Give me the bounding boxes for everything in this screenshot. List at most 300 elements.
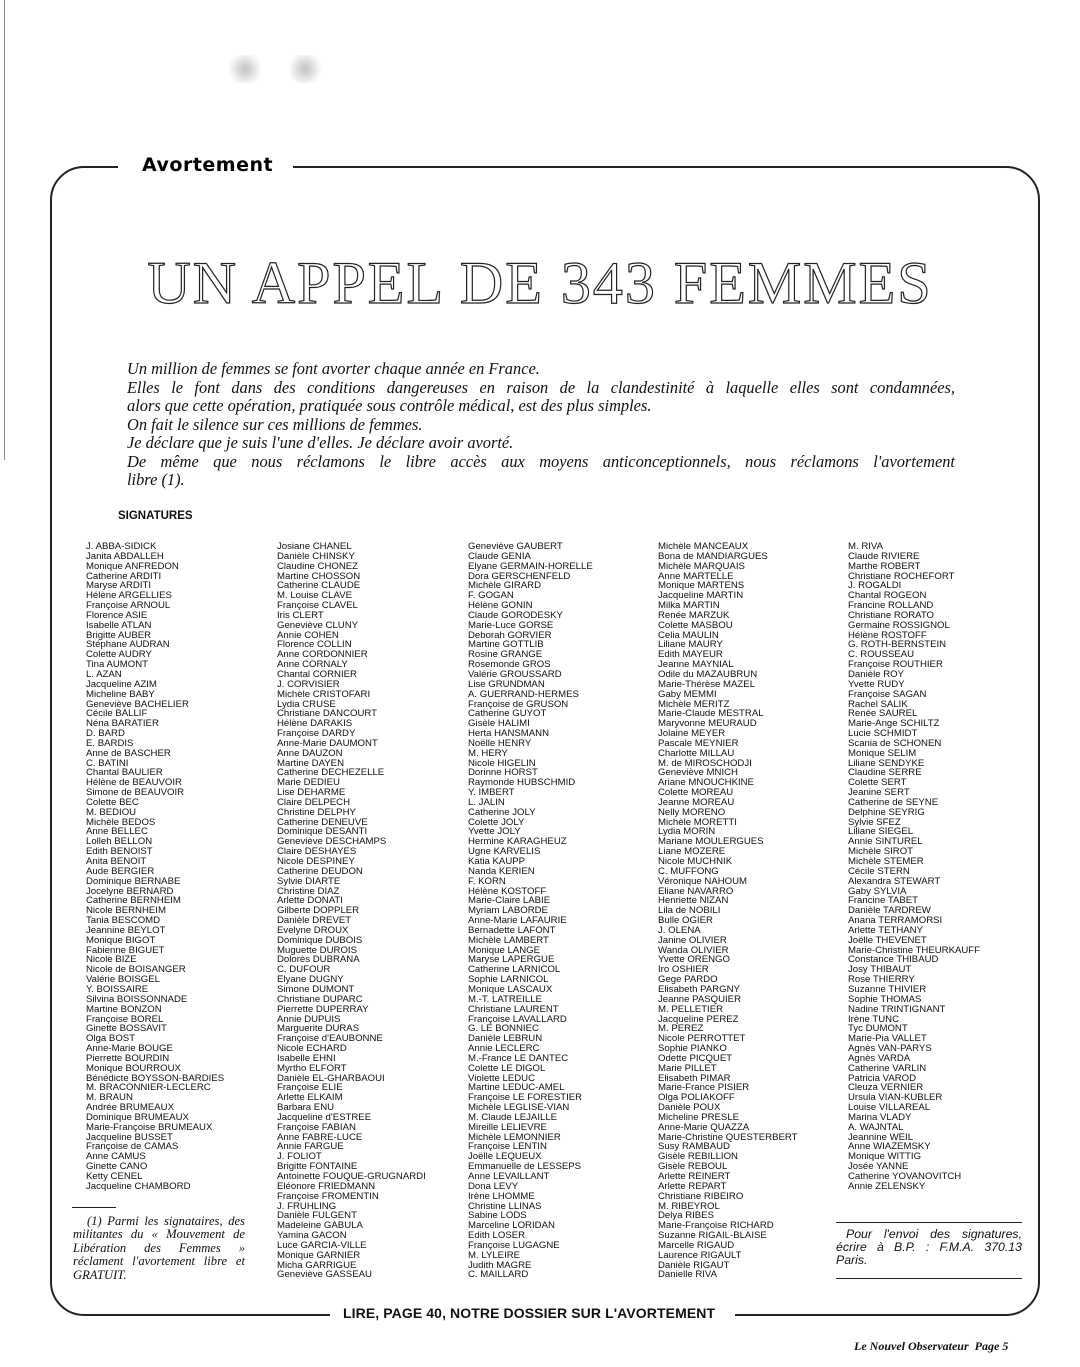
signature-name: M. LYLEIRE xyxy=(468,1250,521,1261)
scan-smudge xyxy=(285,55,325,83)
manifesto-line: De même que nous réclamons le libre accès aux moyens anticonceptionnels, nous réclamons l'avortement xyxy=(127,451,955,471)
signature-name: Monique LASCAUX xyxy=(468,984,553,995)
signature-name: Judith MAGRE xyxy=(468,1260,532,1271)
signature-column xyxy=(86,542,274,1192)
signature-name: A. WAJNTAL xyxy=(848,1122,904,1133)
signature-name: J. ROGALDI xyxy=(848,581,902,592)
manifesto-text xyxy=(127,360,955,490)
signature-column xyxy=(658,542,846,1280)
manifesto-line: alors que cette opération, pratiquée sous contrôle médical, est des plus simples. xyxy=(127,396,652,415)
signature-name: Hélène de BEAUVOIR xyxy=(86,778,182,789)
signature-name: Myrtho ELFORT xyxy=(277,1063,347,1074)
signature-name: Katia KAUPP xyxy=(468,857,526,867)
signature-name: M. PELLETIER xyxy=(658,1004,724,1015)
signature-name: Arlette REPART xyxy=(658,1181,727,1192)
page-title: UN APPEL DE 343 FEMMES xyxy=(147,250,933,316)
signature-name: Colette MOREAU xyxy=(658,788,734,798)
signature-name: Brigitte FONTAINE xyxy=(277,1162,358,1172)
signature-name: Hélène GONIN xyxy=(468,601,533,611)
signature-name: Françoise LUGAGNE xyxy=(468,1240,560,1251)
signature-name: Bona de MANDIARGUES xyxy=(658,551,768,562)
signature-name: Claude RIVIERE xyxy=(848,551,920,562)
signature-name: Néna BARATIER xyxy=(86,719,159,730)
signature-name: Ketty CENEL xyxy=(86,1172,143,1182)
signature-name: Francine TABET xyxy=(848,896,919,907)
signature-name: Tina AUMONT xyxy=(86,660,149,670)
signature-name: Françoise LENTIN xyxy=(468,1142,547,1153)
signature-name: Françoise ELIE xyxy=(277,1083,343,1094)
signature-name: F. GOGAN xyxy=(468,591,514,602)
signature-name: Gisèle REBOUL xyxy=(658,1162,728,1172)
signature-name: Françoise de GRUSON xyxy=(468,699,569,710)
signature-name: Patricia VAROD xyxy=(848,1073,917,1084)
signature-name: Dominique BRUMEAUX xyxy=(86,1112,189,1123)
signature-name: Monique WITTIG xyxy=(848,1152,922,1163)
signature-name: Antoinette FOUQUE-GRUGNARDI xyxy=(277,1172,426,1182)
signature-name: Anne CORNALY xyxy=(277,660,348,670)
signature-name: Rose THIERRY xyxy=(848,975,915,985)
signature-name: Françoise LE FORESTIER xyxy=(468,1093,583,1104)
signature-name: Catherine JOLY xyxy=(468,807,536,818)
signature-name: Liliane SIEGEL xyxy=(848,827,914,838)
signature-name: Isabelle ATLAN xyxy=(86,620,152,631)
signature-name: Monique BOURROUX xyxy=(86,1063,181,1074)
signature-name: Françoise ARNOUL xyxy=(86,601,171,611)
signature-name: J. FRUHLING xyxy=(277,1201,337,1212)
signature-name: Sophie PIANKO xyxy=(658,1044,727,1054)
signature-name: Nicole PERROTTET xyxy=(658,1034,746,1045)
signature-name: Stéphane AUDRAN xyxy=(86,640,170,651)
signature-name: Annie COHEN xyxy=(277,630,339,641)
signature-name: Jacqueline d'ESTREE xyxy=(277,1112,372,1123)
signature-name: Françoise BOREL xyxy=(86,1014,164,1025)
signature-name: Tyc DUMONT xyxy=(848,1024,908,1035)
signature-name: Annie DUPUIS xyxy=(277,1014,341,1025)
signature-name: Geneviève GASSEAU xyxy=(277,1270,372,1281)
signature-name: Aude BERGIER xyxy=(86,866,155,877)
signature-name: Françoise DARDY xyxy=(277,729,356,739)
signature-name: Anita BENOIT xyxy=(86,857,147,867)
dossier-banner: LIRE, PAGE 40, NOTRE DOSSIER SUR L'AVORTEMENT xyxy=(343,1305,716,1321)
signature-name: Catherine LARNICOL xyxy=(468,965,561,976)
signature-name: Lise DEHARME xyxy=(277,788,346,798)
signature-name: Michèle MORETTI xyxy=(658,817,737,828)
signature-name: Josée YANNE xyxy=(848,1162,909,1172)
signature-name: Lydia CRUSE xyxy=(277,699,336,710)
signature-name: Michèle MANCEAUX xyxy=(658,542,749,552)
signature-name: Janita ABDALLEH xyxy=(86,551,164,562)
signature-name: Ursula VIAN-KUBLER xyxy=(848,1093,943,1104)
signature-name: J. FOLIOT xyxy=(277,1152,322,1163)
signature-name: Catherine BERNHEIM xyxy=(86,896,181,907)
signature-name: Christiane DANCOURT xyxy=(277,709,378,720)
signature-name: Danièle RIGAUT xyxy=(658,1260,730,1271)
signature-name: Annie FARGUE xyxy=(277,1142,344,1153)
signature-name: Muguette DUROIS xyxy=(277,945,357,956)
signature-name: Christiane DUPARC xyxy=(277,994,363,1005)
signature-name: Anne BELLEC xyxy=(86,827,148,838)
signature-name: Celia MAULIN xyxy=(658,630,719,641)
signature-name: Danièle LEBRUN xyxy=(468,1034,543,1045)
section-label: Avortement xyxy=(142,154,274,176)
signature-name: Agnès VARDA xyxy=(848,1053,911,1064)
signature-name: Jacqueline MARTIN xyxy=(658,591,744,602)
signature-name: Sabine LODS xyxy=(468,1211,527,1222)
signature-name: Dominique DESANTI xyxy=(277,827,368,838)
signature-name: Anne DAUZON xyxy=(277,748,343,759)
signature-name: Susy RAMBAUD xyxy=(658,1142,730,1153)
signature-name: Jacqueline PEREZ xyxy=(658,1014,739,1025)
footnote xyxy=(73,1215,245,1282)
signature-name: Raymonde HUBSCHMID xyxy=(468,778,576,789)
signature-name: Geneviève MNICH xyxy=(658,768,738,779)
signature-name: Catherine GUYOT xyxy=(468,709,547,720)
signature-name: Anne WIAZEMSKY xyxy=(848,1142,931,1153)
signature-name: Louise VILLAREAL xyxy=(848,1103,931,1113)
signature-name: Bernadette LAFONT xyxy=(468,925,556,936)
signature-name: Claudine CHONEZ xyxy=(277,561,359,572)
signature-name: Marie-Claude MESTRAL xyxy=(658,709,764,720)
signature-name: Elyane GERMAIN-HORELLE xyxy=(468,561,593,572)
signature-name: Florence ASIE xyxy=(86,610,148,621)
signature-name: Hélène DARAKIS xyxy=(277,719,353,730)
signature-name: Danièle DREVET xyxy=(277,916,352,926)
signature-name: Martine GOTTLIB xyxy=(468,640,544,651)
signature-name: Suzanne RIGAIL-BLAISE xyxy=(658,1231,767,1241)
signature-name: Pascale MEYNIER xyxy=(658,738,739,749)
signature-name: Cécile STERN xyxy=(848,866,910,877)
signature-name: Elisabeth PIMAR xyxy=(658,1073,731,1084)
signature-name: Jeanne MAYNIAL xyxy=(658,660,734,670)
signature-name: G. ROTH-BERNSTEIN xyxy=(848,640,947,651)
signature-name: Olga BOST xyxy=(86,1034,136,1045)
signature-name: Elyane DUGNY xyxy=(277,975,344,985)
signature-name: Alexandra STEWART xyxy=(848,876,941,887)
signature-name: Herta HANSMANN xyxy=(468,729,550,739)
signature-name: Colette BEC xyxy=(86,797,139,808)
signature-name: Jocelyne BERNARD xyxy=(86,886,174,897)
signature-name: Michèle LEMONNIER xyxy=(468,1132,561,1143)
signature-name: M.-T. LATREILLE xyxy=(468,994,542,1005)
signature-name: Liliane SENDYKE xyxy=(848,758,925,769)
signature-name: Catherine DECHEZELLE xyxy=(277,768,385,779)
scan-smudge xyxy=(225,55,265,83)
signature-name: Danièle TARDREW xyxy=(848,906,931,917)
signature-name: Yamina GACON xyxy=(277,1231,347,1241)
signature-column xyxy=(468,542,656,1280)
signature-name: Yvette RUDY xyxy=(848,679,905,690)
signature-name: Michèle BEDOS xyxy=(86,817,156,828)
signature-name: Anana TERRAMORSI xyxy=(848,916,943,926)
signature-name: Catherine de SEYNE xyxy=(848,797,939,808)
signature-name: Hermine KARAGHEUZ xyxy=(468,837,567,848)
signature-name: M. BEDIOU xyxy=(86,807,137,818)
signature-name: Lise GRUNDMAN xyxy=(468,679,545,690)
signature-name: Jacqueline BUSSET xyxy=(86,1132,173,1143)
signature-name: Edith BENOIST xyxy=(86,847,153,857)
signature-name: Iris CLERT xyxy=(277,610,324,621)
signature-name: Bénédicte BOYSSON-BARDIES xyxy=(86,1073,225,1084)
signature-name: Arlette ELKAIM xyxy=(277,1093,343,1104)
signature-name: Catherine DEUDON xyxy=(277,866,363,877)
signature-name: M. PEREZ xyxy=(658,1024,704,1035)
signature-name: Michèle MERITZ xyxy=(658,699,730,710)
signature-name: Nicole ECHARD xyxy=(277,1044,347,1054)
signature-name: Colette JOLY xyxy=(468,817,525,828)
signature-name: Dolorès DUBRANA xyxy=(277,955,360,966)
signature-name: Simone DUMONT xyxy=(277,984,355,995)
signature-name: Gege PARDO xyxy=(658,975,718,985)
signature-name: Christiane ROCHEFORT xyxy=(848,571,955,582)
signature-name: Florence COLLIN xyxy=(277,640,352,651)
signature-name: Anne-Marie BOUGE xyxy=(86,1044,173,1054)
signature-name: Henriette NIZAN xyxy=(658,896,729,907)
signature-name: Suzanne THIVIER xyxy=(848,984,927,995)
signature-name: F. KORN xyxy=(468,876,506,887)
signature-name: Tania BESCOMD xyxy=(86,916,161,926)
signature-name: Gaby SYLVIA xyxy=(848,886,907,897)
signature-name: Françoise CLAVEL xyxy=(277,601,358,611)
signature-name: Liane MOZERE xyxy=(658,847,726,857)
signature-name: Marie PILLET xyxy=(658,1063,717,1074)
signature-name: C. ROUSSEAU xyxy=(848,650,915,661)
signature-name: Catherine VARLIN xyxy=(848,1063,927,1074)
signature-name: Catherine DENEUVE xyxy=(277,817,368,828)
signature-name: J. OLENA xyxy=(658,925,701,936)
signature-name: E. BARDIS xyxy=(86,738,134,749)
signature-name: Anne CORDONNIER xyxy=(277,650,368,661)
signature-name: Iro OSHIER xyxy=(658,965,709,976)
signature-name: Françoise SAGAN xyxy=(848,689,927,700)
signature-name: Josiane CHANEL xyxy=(277,542,352,552)
signature-name: Christine DIAZ xyxy=(277,886,340,897)
signature-name: Ginette BOSSAVIT xyxy=(86,1024,167,1035)
signature-name: Michèle CRISTOFARI xyxy=(277,689,371,700)
signature-name: Laurence RIGAULT xyxy=(658,1250,742,1261)
manifesto-line: Un million de femmes se font avorter chaque année en France. xyxy=(127,359,540,378)
signature-name: M. RIBEYROL xyxy=(658,1201,720,1212)
signature-name: M.-France LE DANTEC xyxy=(468,1053,569,1064)
signature-name: Charlotte MILLAU xyxy=(658,748,735,759)
signature-name: Valérie GROUSSARD xyxy=(468,669,562,680)
signature-name: Andrée BRUMEAUX xyxy=(86,1103,174,1113)
signature-name: Madeleine GABULA xyxy=(277,1221,363,1232)
signature-name: Barbara ENU xyxy=(277,1103,335,1113)
signature-name: Monique LANGE xyxy=(468,945,540,956)
signature-name: Scania de SCHONEN xyxy=(848,738,942,749)
signature-name: Josy THIBAUT xyxy=(848,965,912,976)
signature-name: Danièle FULGENT xyxy=(277,1211,357,1222)
signature-name: Anne LEVAILLANT xyxy=(468,1172,550,1182)
signature-name: Anne MARTELLE xyxy=(658,571,734,582)
signature-name: Dona LEVY xyxy=(468,1181,519,1192)
signature-name: Nadine TRINTIGNANT xyxy=(848,1004,946,1015)
signature-name: M. de MIROSCHODJI xyxy=(658,758,752,769)
signature-name: Danielle RIVA xyxy=(658,1270,718,1281)
signature-name: Lila de NOBILI xyxy=(658,906,721,917)
signature-name: Gisèle REBILLION xyxy=(658,1152,738,1163)
signature-name: Delya RIBES xyxy=(658,1211,714,1222)
signature-name: Dorinne HORST xyxy=(468,768,538,779)
signature-name: Nicole BIZE xyxy=(86,955,137,966)
signature-name: Dominique BERNABE xyxy=(86,876,181,887)
scan-edge-mark xyxy=(4,0,5,460)
signature-name: Christiane RIBEIRO xyxy=(658,1191,744,1202)
signature-name: Ginette CANO xyxy=(86,1162,148,1172)
signature-name: Monique GARNIER xyxy=(277,1250,361,1261)
signature-name: Danièle ROY xyxy=(848,669,904,680)
signature-name: Jeanine SERT xyxy=(848,788,910,798)
signature-name: Arlette REINERT xyxy=(658,1172,731,1182)
signature-column xyxy=(277,542,465,1280)
signature-name: Micheline BABY xyxy=(86,689,155,700)
signature-name: Anne-Marie DAUMONT xyxy=(277,738,378,749)
signature-name: Brigitte AUBER xyxy=(86,630,152,641)
footnote-text: (1) Parmi les signataires, des militantes du « Mouvement de Libération des Femmes » réclament l'avortement libre et GRATUIT. xyxy=(73,1214,245,1282)
signature-name: Dora GERSCHENFELD xyxy=(468,571,571,582)
signature-name: Lydia MORIN xyxy=(658,827,716,838)
page-number: Page 5 xyxy=(974,1339,1009,1353)
signature-name: Micheline PRESLE xyxy=(658,1112,740,1123)
signature-name: Y. BOISSAIRE xyxy=(86,984,149,995)
signature-name: Monique SELIM xyxy=(848,748,917,759)
footnote-rule xyxy=(72,1207,116,1208)
signature-name: Rachel SALIK xyxy=(848,699,908,710)
signature-name: L. JALIN xyxy=(468,797,505,808)
signature-name: Michèle LAMBERT xyxy=(468,935,549,946)
signature-name: Maryvonne MEURAUD xyxy=(658,719,757,730)
signature-name: Fabienne BIGUET xyxy=(86,945,165,956)
signature-name: Eliane NAVARRO xyxy=(658,886,734,897)
signature-name: Jacqueline AZIM xyxy=(86,679,157,690)
signature-name: Agnès VAN-PARYS xyxy=(848,1044,932,1054)
signature-name: Mireille LELIEVRE xyxy=(468,1122,547,1133)
signature-name: Colette SERT xyxy=(848,778,907,789)
signature-name: Nicole de BOISANGER xyxy=(86,965,186,976)
signature-name: Delphine SEYRIG xyxy=(848,807,925,818)
signature-name: Annie ZELENSKY xyxy=(848,1181,926,1192)
signature-name: Gisèle HALIMI xyxy=(468,719,530,730)
signature-name: Geneviève GAUBERT xyxy=(468,542,563,552)
signature-name: Michèle MARQUAIS xyxy=(658,561,745,572)
signature-name: Annie SINTUREL xyxy=(848,837,923,848)
signature-name: Anne-Marie QUAZZA xyxy=(658,1122,750,1133)
signature-name: Marcelle RIGAUD xyxy=(658,1240,735,1251)
signature-name: Claire DESHAYES xyxy=(277,847,357,857)
signature-name: Nicole BERNHEIM xyxy=(86,906,166,917)
signature-name: Maryse LAPERGUE xyxy=(468,955,555,966)
signature-name: Anne de BASCHER xyxy=(86,748,171,759)
signature-name: Marie-Françoise BRUMEAUX xyxy=(86,1122,213,1133)
signature-name: Jolaine MEYER xyxy=(658,729,726,739)
signature-name: Véronique NAHOUM xyxy=(658,876,748,887)
signature-name: Pierrette DUPERRAY xyxy=(277,1004,369,1015)
signature-name: Françoise d'EAUBONNE xyxy=(277,1034,383,1045)
signature-name: Colette MASBOU xyxy=(658,620,733,631)
signature-name: Geneviève DESCHAMPS xyxy=(277,837,387,848)
manifesto-line: Je déclare que je suis l'une d'elles. Je déclare avoir avorté. xyxy=(127,433,514,452)
signature-name: Rosemonde GROS xyxy=(468,660,551,670)
signature-name: Valérie BOISGEL xyxy=(86,975,160,985)
signature-name: Eléonore FRIEDMANN xyxy=(277,1181,376,1192)
signature-name: Noëlle HENRY xyxy=(468,738,532,749)
signature-name: Chantal BAULIER xyxy=(86,768,163,779)
signature-name: Françoise FABIAN xyxy=(277,1122,356,1133)
signature-name: Marie-Christine THEURKAUFF xyxy=(848,945,981,956)
signature-name: Micha GARRIGUE xyxy=(277,1260,357,1271)
signature-name: Colette AUDRY xyxy=(86,650,152,661)
signature-name: Renée MARZUK xyxy=(658,610,730,621)
signature-name: Simone de BEAUVOIR xyxy=(86,788,185,798)
signature-name: Sophie LARNICOL xyxy=(468,975,549,985)
signature-name: Geneviève CLUNY xyxy=(277,620,359,631)
signature-name: Emmanuelle de LESSEPS xyxy=(468,1162,582,1172)
signature-name: Germaine ROSSIGNOL xyxy=(848,620,950,631)
signature-name: Constance THIBAUD xyxy=(848,955,939,966)
signature-name: Yvette ORENGO xyxy=(658,955,730,966)
signature-name: Nicole DESPINEY xyxy=(277,857,355,867)
signature-name: Cleuza VERNIER xyxy=(848,1083,924,1094)
page-footer xyxy=(854,1339,1008,1354)
signature-name: Sylvie SFEZ xyxy=(848,817,901,828)
signature-name: Danièle POUX xyxy=(658,1103,721,1113)
signature-name: Christiane RORATO xyxy=(848,610,935,621)
signature-name: Danièle CHINSKY xyxy=(277,551,355,562)
signature-name: Marceline LORIDAN xyxy=(468,1221,555,1232)
publication-name: Le Nouvel Observateur xyxy=(854,1339,969,1353)
signature-name: Liliane MAURY xyxy=(658,640,723,651)
signature-name: Violette LEDUC xyxy=(468,1073,536,1084)
signature-name: Maryse ARDITI xyxy=(86,581,152,592)
signature-name: M. Louise CLAVE xyxy=(277,591,353,602)
signature-name: Chantal CORNIER xyxy=(277,669,357,680)
signature-name: Edith LOSER xyxy=(468,1231,526,1241)
envoi-box xyxy=(836,1228,1022,1268)
signature-name: Martine CHOSSON xyxy=(277,571,361,582)
signature-name: Christine LLINAS xyxy=(468,1201,542,1212)
signature-name: Christiane LAURENT xyxy=(468,1004,559,1015)
signature-name: Anne FABRE-LUCE xyxy=(277,1132,363,1143)
signature-name: Ariane MNOUCHKINE xyxy=(658,778,754,789)
signature-name: Marie-Pia VALLET xyxy=(848,1034,927,1045)
signature-name: L. AZAN xyxy=(86,669,122,680)
signature-name: Marina VLADY xyxy=(848,1112,912,1123)
signature-name: Marie-Ange SCHILTZ xyxy=(848,719,940,730)
signature-name: Isabelle EHNI xyxy=(277,1053,336,1064)
signature-name: D. BARD xyxy=(86,729,125,739)
signature-name: Francine ROLLAND xyxy=(848,601,934,611)
signature-name: Michèle LEGLISE-VIAN xyxy=(468,1103,570,1113)
signature-name: Rosine GRANGE xyxy=(468,650,543,661)
signature-name: Marie-Luce GORSE xyxy=(468,620,554,631)
signature-name: Françoise ROUTHIER xyxy=(848,660,943,670)
signature-name: Martine LEDUC-AMEL xyxy=(468,1083,565,1094)
envoi-rule-bottom xyxy=(836,1278,1022,1279)
signature-name: Anne CAMUS xyxy=(86,1152,146,1163)
signature-name: Jeannine BEYLOT xyxy=(86,925,166,936)
signature-name: Lucie SCHMIDT xyxy=(848,729,918,739)
signature-name: Françoise de CAMAS xyxy=(86,1142,179,1153)
signature-name: M. HERY xyxy=(468,748,508,759)
signature-name: Monique BIGOT xyxy=(86,935,156,946)
signature-name: Odile du MAZAUBRUN xyxy=(658,669,758,680)
signature-name: Olga POLIAKOFF xyxy=(658,1093,735,1104)
signature-name: Marie-Thérèse MAZEL xyxy=(658,679,756,690)
signature-name: Pierrette BOURDIN xyxy=(86,1053,170,1064)
signature-name: C. MAILLARD xyxy=(468,1270,529,1281)
signature-name: Michèle STEMER xyxy=(848,857,924,867)
signature-name: Anne-Marie LAFAURIE xyxy=(468,916,567,926)
